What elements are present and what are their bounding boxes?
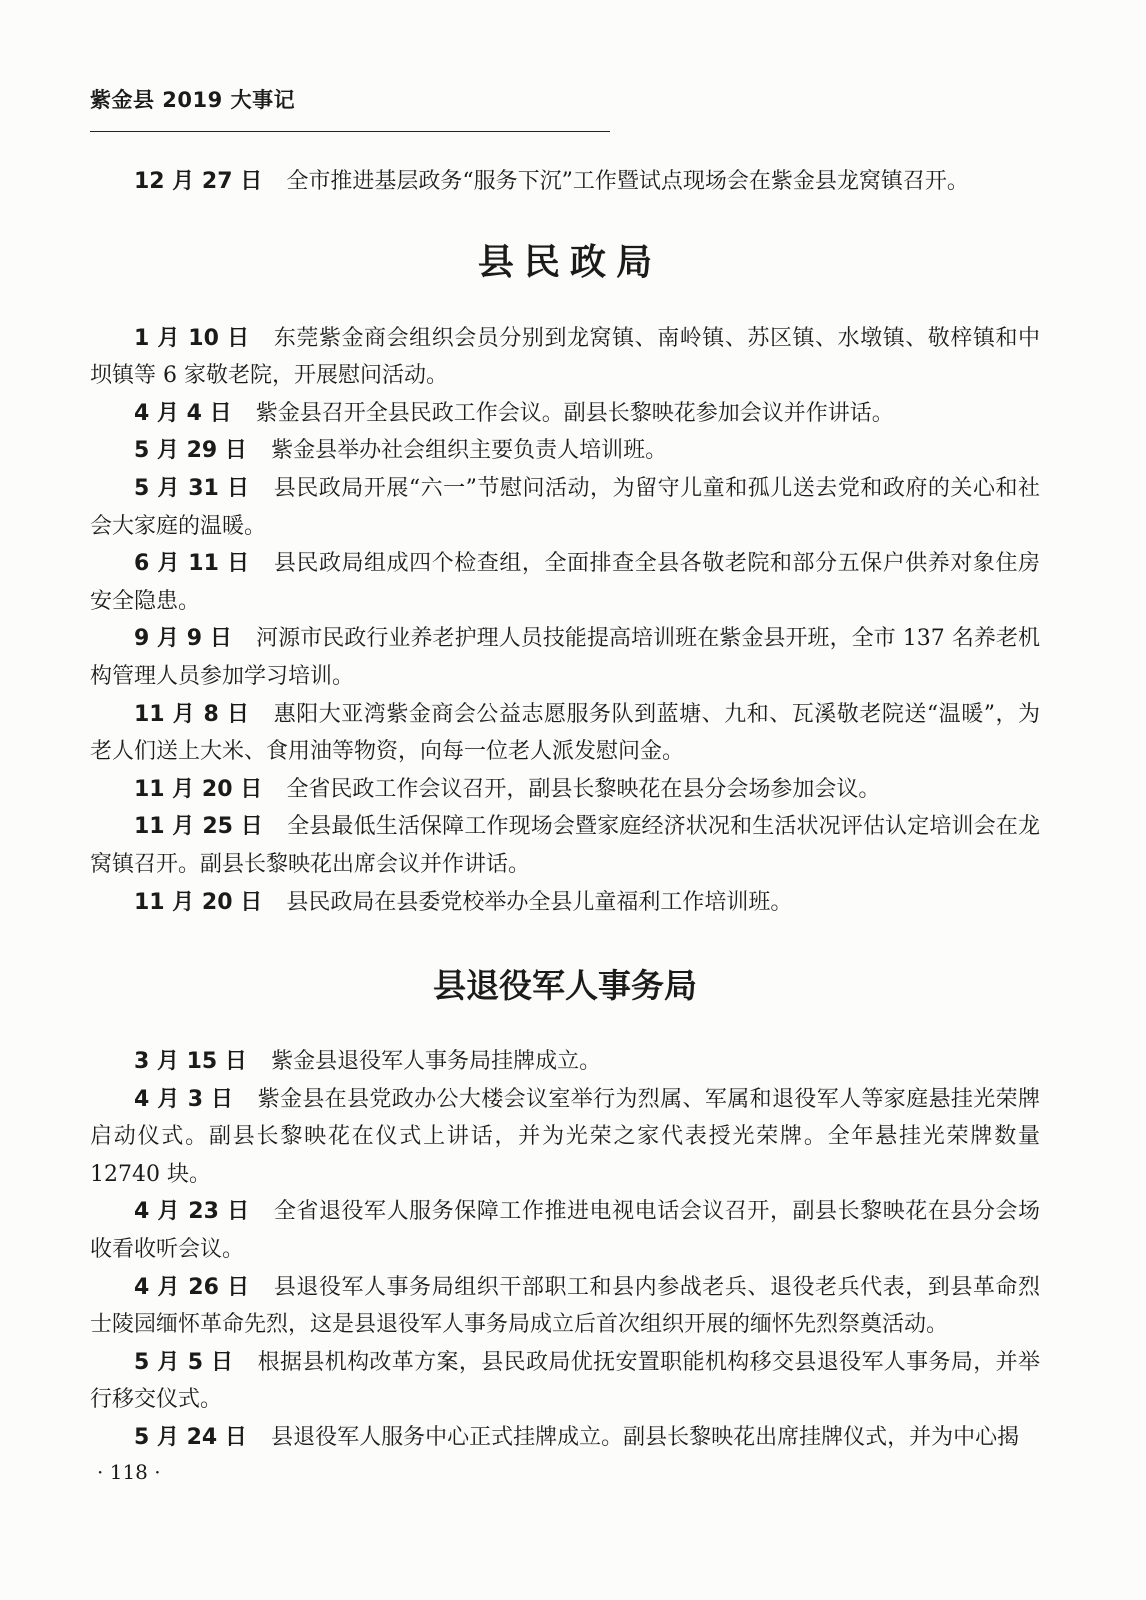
entry bbox=[90, 1193, 1040, 1268]
entry-date: 4 月 4 日 bbox=[134, 400, 232, 426]
entry bbox=[90, 1344, 1040, 1419]
running-head: 紫金县 2019 大事记 bbox=[90, 88, 296, 112]
entry-date: 4 月 26 日 bbox=[134, 1274, 250, 1300]
section-title-civil-affairs: 县民政局 bbox=[477, 240, 663, 283]
entry-text: 紫金县举办社会组织主要负责人培训班。 bbox=[271, 438, 668, 464]
entry-date: 11 月 8 日 bbox=[134, 701, 250, 727]
entry-text: 全省民政工作会议召开，副县长黎映花在县分会场参加会议。 bbox=[286, 776, 881, 802]
entry-text: 紫金县召开全县民政工作会议。副县长黎映花参加会议并作讲话。 bbox=[255, 400, 894, 426]
entry bbox=[90, 1081, 1040, 1194]
entry-date: 5 月 5 日 bbox=[134, 1349, 234, 1375]
entry-date: 9 月 9 日 bbox=[134, 626, 232, 652]
entry-text: 根据县机构改革方案，县民政局优抚安置职能机构移交县退役军人事务局，并举行移交仪式。 bbox=[90, 1349, 1040, 1413]
entry-date: 5 月 31 日 bbox=[134, 475, 250, 501]
entry-text: 县退役军人服务中心正式挂牌成立。副县长黎映花出席挂牌仪式，并为中心揭 bbox=[271, 1425, 1020, 1451]
entry-date: 5 月 24 日 bbox=[134, 1425, 247, 1451]
entry bbox=[90, 395, 1040, 433]
entry bbox=[90, 696, 1040, 771]
entry-date: 11 月 20 日 bbox=[134, 776, 263, 802]
intro-entries bbox=[90, 163, 1040, 201]
entry bbox=[90, 1419, 1040, 1457]
entry-text: 县民政局组成四个检查组，全面排查全县各敬老院和部分五保户供养对象住房安全隐患。 bbox=[90, 551, 1040, 614]
entry-date: 4 月 3 日 bbox=[134, 1086, 234, 1112]
entry bbox=[90, 771, 1040, 809]
entry-text: 全省退役军人服务保障工作推进电视电话会议召开，副县长黎映花在县分会场收看收听会议。 bbox=[90, 1199, 1040, 1263]
entry bbox=[90, 884, 1040, 922]
page-number: · 118 · bbox=[97, 1459, 161, 1484]
entry-date: 5 月 29 日 bbox=[134, 438, 247, 464]
entry-text: 全市推进基层政务“服务下沉”工作暨试点现场会在紫金县龙窝镇召开。 bbox=[286, 169, 969, 194]
document-page bbox=[90, 85, 1040, 1484]
entry bbox=[90, 163, 1040, 201]
entry-text: 惠阳大亚湾紫金商会公益志愿服务队到蓝塘、九和、瓦溪敬老院送“温暖”，为老人们送上大米、食用油等物资，向每一位老人派发慰问金。 bbox=[90, 701, 1041, 765]
entry-text: 紫金县在县党政办公大楼会议室举行为烈属、军属和退役军人等家庭悬挂光荣牌启动仪式。副县长黎映花在仪式上讲话，并为光荣之家代表授光荣牌。全年悬挂光荣牌数量 12740 块。 bbox=[90, 1086, 1040, 1187]
entry-date: 11 月 25 日 bbox=[134, 814, 263, 840]
entry-text: 东莞紫金商会组织会员分别到龙窝镇、南岭镇、苏区镇、水墩镇、敬梓镇和中坝镇等 6 家敬老院，开展慰问活动。 bbox=[90, 325, 1040, 389]
entry-text: 县民政局在县委党校举办全县儿童福利工作培训班。 bbox=[286, 889, 793, 915]
entry bbox=[90, 470, 1040, 545]
entry-date: 4 月 23 日 bbox=[134, 1199, 250, 1225]
section-title-veterans-affairs: 县退役军人事务局 bbox=[433, 966, 697, 1006]
entry-text: 县民政局开展“六一”节慰问活动，为留守儿童和孤儿送去党和政府的关心和社会大家庭的温暖。 bbox=[90, 475, 1041, 539]
entry-date: 12 月 27 日 bbox=[134, 169, 263, 194]
entry bbox=[90, 432, 1040, 470]
entry-date: 1 月 10 日 bbox=[134, 325, 250, 351]
entry bbox=[90, 320, 1040, 395]
entry-date: 3 月 15 日 bbox=[134, 1049, 247, 1075]
entry-text: 县退役军人事务局组织干部职工和县内参战老兵、退役老兵代表，到县革命烈士陵园缅怀革命先烈，这是县退役军人事务局成立后首次组织开展的缅怀先烈祭奠活动。 bbox=[90, 1274, 1040, 1338]
entry-text: 河源市民政行业养老护理人员技能提高培训班在紫金县开班，全市 137 名养老机构管理人员参加学习培训。 bbox=[90, 626, 1041, 689]
entry-text: 全县最低生活保障工作现场会暨家庭经济状况和生活状况评估认定培训会在龙窝镇召开。副县长黎映花出席会议并作讲话。 bbox=[90, 814, 1040, 877]
entry bbox=[90, 1043, 1040, 1081]
entry-date: 11 月 20 日 bbox=[134, 889, 263, 915]
header-rule bbox=[90, 131, 610, 132]
veterans-affairs-entries bbox=[90, 1043, 1040, 1457]
entry bbox=[90, 1269, 1040, 1344]
civil-affairs-entries bbox=[90, 320, 1040, 922]
entry bbox=[90, 808, 1040, 883]
entry-text: 紫金县退役军人事务局挂牌成立。 bbox=[271, 1049, 602, 1075]
entry bbox=[90, 545, 1040, 620]
entry bbox=[90, 620, 1040, 695]
entry-date: 6 月 11 日 bbox=[134, 551, 250, 577]
